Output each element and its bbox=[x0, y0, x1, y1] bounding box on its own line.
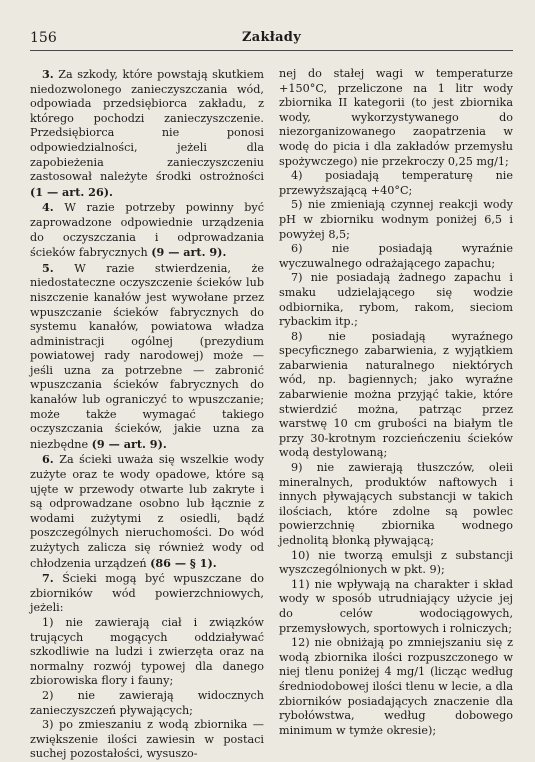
right-column-paragraph bbox=[279, 198, 513, 242]
left-column-paragraph bbox=[30, 452, 264, 571]
paragraph-number: 7. bbox=[42, 571, 54, 586]
paragraph-text: Za ścieki uważa się wszelkie wody zużyte oraz te wody opadowe, które są ujęte w przewody otwarte lub zakryte i są odprowadzane osobno lub łącznie z wodami zużytymi z osiedli, bądź poszczególnych nieruchomości. Do wód zużytych zalicza się również wody od chłodzenia urządzeń bbox=[30, 453, 264, 570]
left-column-paragraph bbox=[30, 718, 264, 762]
right-column-paragraph bbox=[279, 242, 513, 271]
right-column-paragraph bbox=[279, 636, 513, 738]
paragraph-number: 4. bbox=[42, 200, 54, 215]
paragraph-text: Ścieki mogą być wpuszczane do zbiorników wód powierzchniowych, jeżeli: bbox=[30, 572, 265, 615]
right-column bbox=[279, 67, 513, 737]
legal-reference: (9 — art. 9). bbox=[151, 245, 227, 260]
paragraph-text: 7) nie posiadają żadnego zapachu i smaku udzielającego się wodzie odbiornika, rybom, rakom, sieciom rybackim itp.; bbox=[279, 271, 513, 329]
paragraph-number: 5. bbox=[42, 260, 54, 275]
paragraph-text: 10) nie tworzą emulsji z substancji wyszczególnionych w pkt. 9); bbox=[279, 548, 513, 577]
left-column-paragraph bbox=[30, 67, 264, 200]
paragraph-text: 2) nie zawierają widocznych zanieczyszczeń pływających; bbox=[30, 688, 264, 717]
paragraph-text: 1) nie zawierają ciał i związków trujących mogących oddziaływać szkodliwie na ludzi i zwierzęta oraz na normalny rozwój typowej dla danego zbiorowiska flory i fauny; bbox=[30, 615, 264, 688]
paragraph-text: 6) nie posiadają wyraźnie wyczuwalnego odrażającego zapachu; bbox=[279, 242, 513, 270]
right-column-paragraph bbox=[279, 549, 513, 578]
left-column-paragraph bbox=[30, 261, 264, 453]
paragraph-number: 6. bbox=[42, 452, 54, 467]
legal-reference: (86 — § 1). bbox=[150, 555, 217, 570]
right-column-paragraph bbox=[279, 271, 513, 329]
paragraph-number: 3. bbox=[42, 67, 54, 81]
legal-reference: (1 — art. 26). bbox=[30, 184, 113, 199]
right-column-paragraph bbox=[279, 169, 513, 198]
left-column-paragraph bbox=[30, 571, 264, 616]
paragraph-text: W razie potrzeby powinny być zaprowadzone odpowiednie urządzenia do oczyszczania i odprowadzania ścieków fabrycznych bbox=[30, 201, 264, 260]
left-column bbox=[30, 67, 265, 761]
left-column-paragraph bbox=[30, 689, 264, 718]
left-column-paragraph bbox=[30, 200, 264, 260]
paragraph-text: 3) po zmieszaniu z wodą zbiornika — zwiększenie ilości zawiesin w postaci suchej pozostałości, wysuszo- bbox=[30, 718, 264, 761]
paragraph-text: 12) nie obniżają po zmniejszaniu się z wodą zbiornika ilości rozpuszczonego w niej tlenu poniżej 4 mg/1 (licząc według średniodobowej ilości tlenu w lecie, a dla zbiorników posiadających znaczenie dla rybołówstwa, według dobowego minimum w tymże okresie); bbox=[279, 636, 513, 737]
paragraph-text: 4) posiadają temperaturę nie przewyższającą +40°C; bbox=[279, 169, 513, 197]
right-column-paragraph bbox=[279, 67, 513, 169]
right-column-paragraph bbox=[279, 578, 513, 636]
running-head: Zakłady bbox=[241, 30, 302, 45]
right-column-paragraph bbox=[279, 461, 513, 549]
paragraph-text: 5) nie zmieniają czynnej reakcji wody pH w zbiorniku wodnym poniżej 6,5 i powyżej 8,5; bbox=[279, 198, 513, 241]
page-number: 156 bbox=[30, 30, 57, 46]
right-column-paragraph bbox=[279, 330, 513, 461]
page-header bbox=[30, 28, 513, 51]
left-column-paragraph bbox=[30, 616, 264, 689]
paragraph-text: nej do stałej wagi w temperaturze +150°C, przeliczone na 1 litr wody zbiornika II kategorii (to jest zbiornika wody, wykorzystywanego do niezorganizowanego zaopatrzenia w wodę do picia i dla zakładów przemysłu spożywczego) nie przekroczy 0,25 mg/1; bbox=[279, 67, 513, 168]
paragraph-text: W razie stwierdzenia, że niedostateczne oczyszczenie ścieków lub niszczenie kanałów jest wywołane przez wpuszczanie ścieków fabrycznych do systemu kanałów, powiatowa władza administracji ogólnej (prezydium powiatowej rady narodowej) może — jeśli uzna za potrzebne — zabronić wpuszczania ścieków fabrycznych do kanałów lub ograniczyć to wpuszczanie; może także wymagać takiego oczyszczania ścieków, jakie uzna za niezbędne bbox=[30, 261, 265, 451]
paragraph-text: Za szkody, które powstają skutkiem niedozwolonego zanieczyszczania wód, odpowiada przedsiębiorca zakładu, z którego pochodzi zanieczyszczenie. Przedsiębiorca nie ponosi odpowiedzialności, jeżeli dla zapobieżenia zanieczyszczeniu zastosował należyte środki ostrożności bbox=[30, 68, 264, 184]
paragraph-text: 11) nie wpływają na charakter i skład wody w sposób utrudniający użycie jej do celów wodociągowych, przemysłowych, sportowych i rolniczych; bbox=[279, 577, 513, 635]
legal-reference: (9 — art. 9). bbox=[91, 436, 167, 451]
paragraph-text: 8) nie posiadają wyraźnego specyficznego zabarwienia, z wyjątkiem zabarwienia naturalnego niektórych wód, np. bagiennych; jako wyraźne zabarwienie można przyjąć takie, które stwierdzić można, patrząc przez warstwę 10 cm grubości na białym tle przy 30-krotnym rozcieńczeniu ścieków wodą destylowaną; bbox=[279, 329, 513, 460]
paragraph-text: 9) nie zawierają tłuszczów, oleii mineralnych, produktów naftowych i innych pływających substancji w takich ilościach, które zdolne są powlec powierzchnię zbiornika wodnego jednolitą błonką pływającą; bbox=[279, 461, 513, 547]
text-columns bbox=[30, 67, 513, 761]
